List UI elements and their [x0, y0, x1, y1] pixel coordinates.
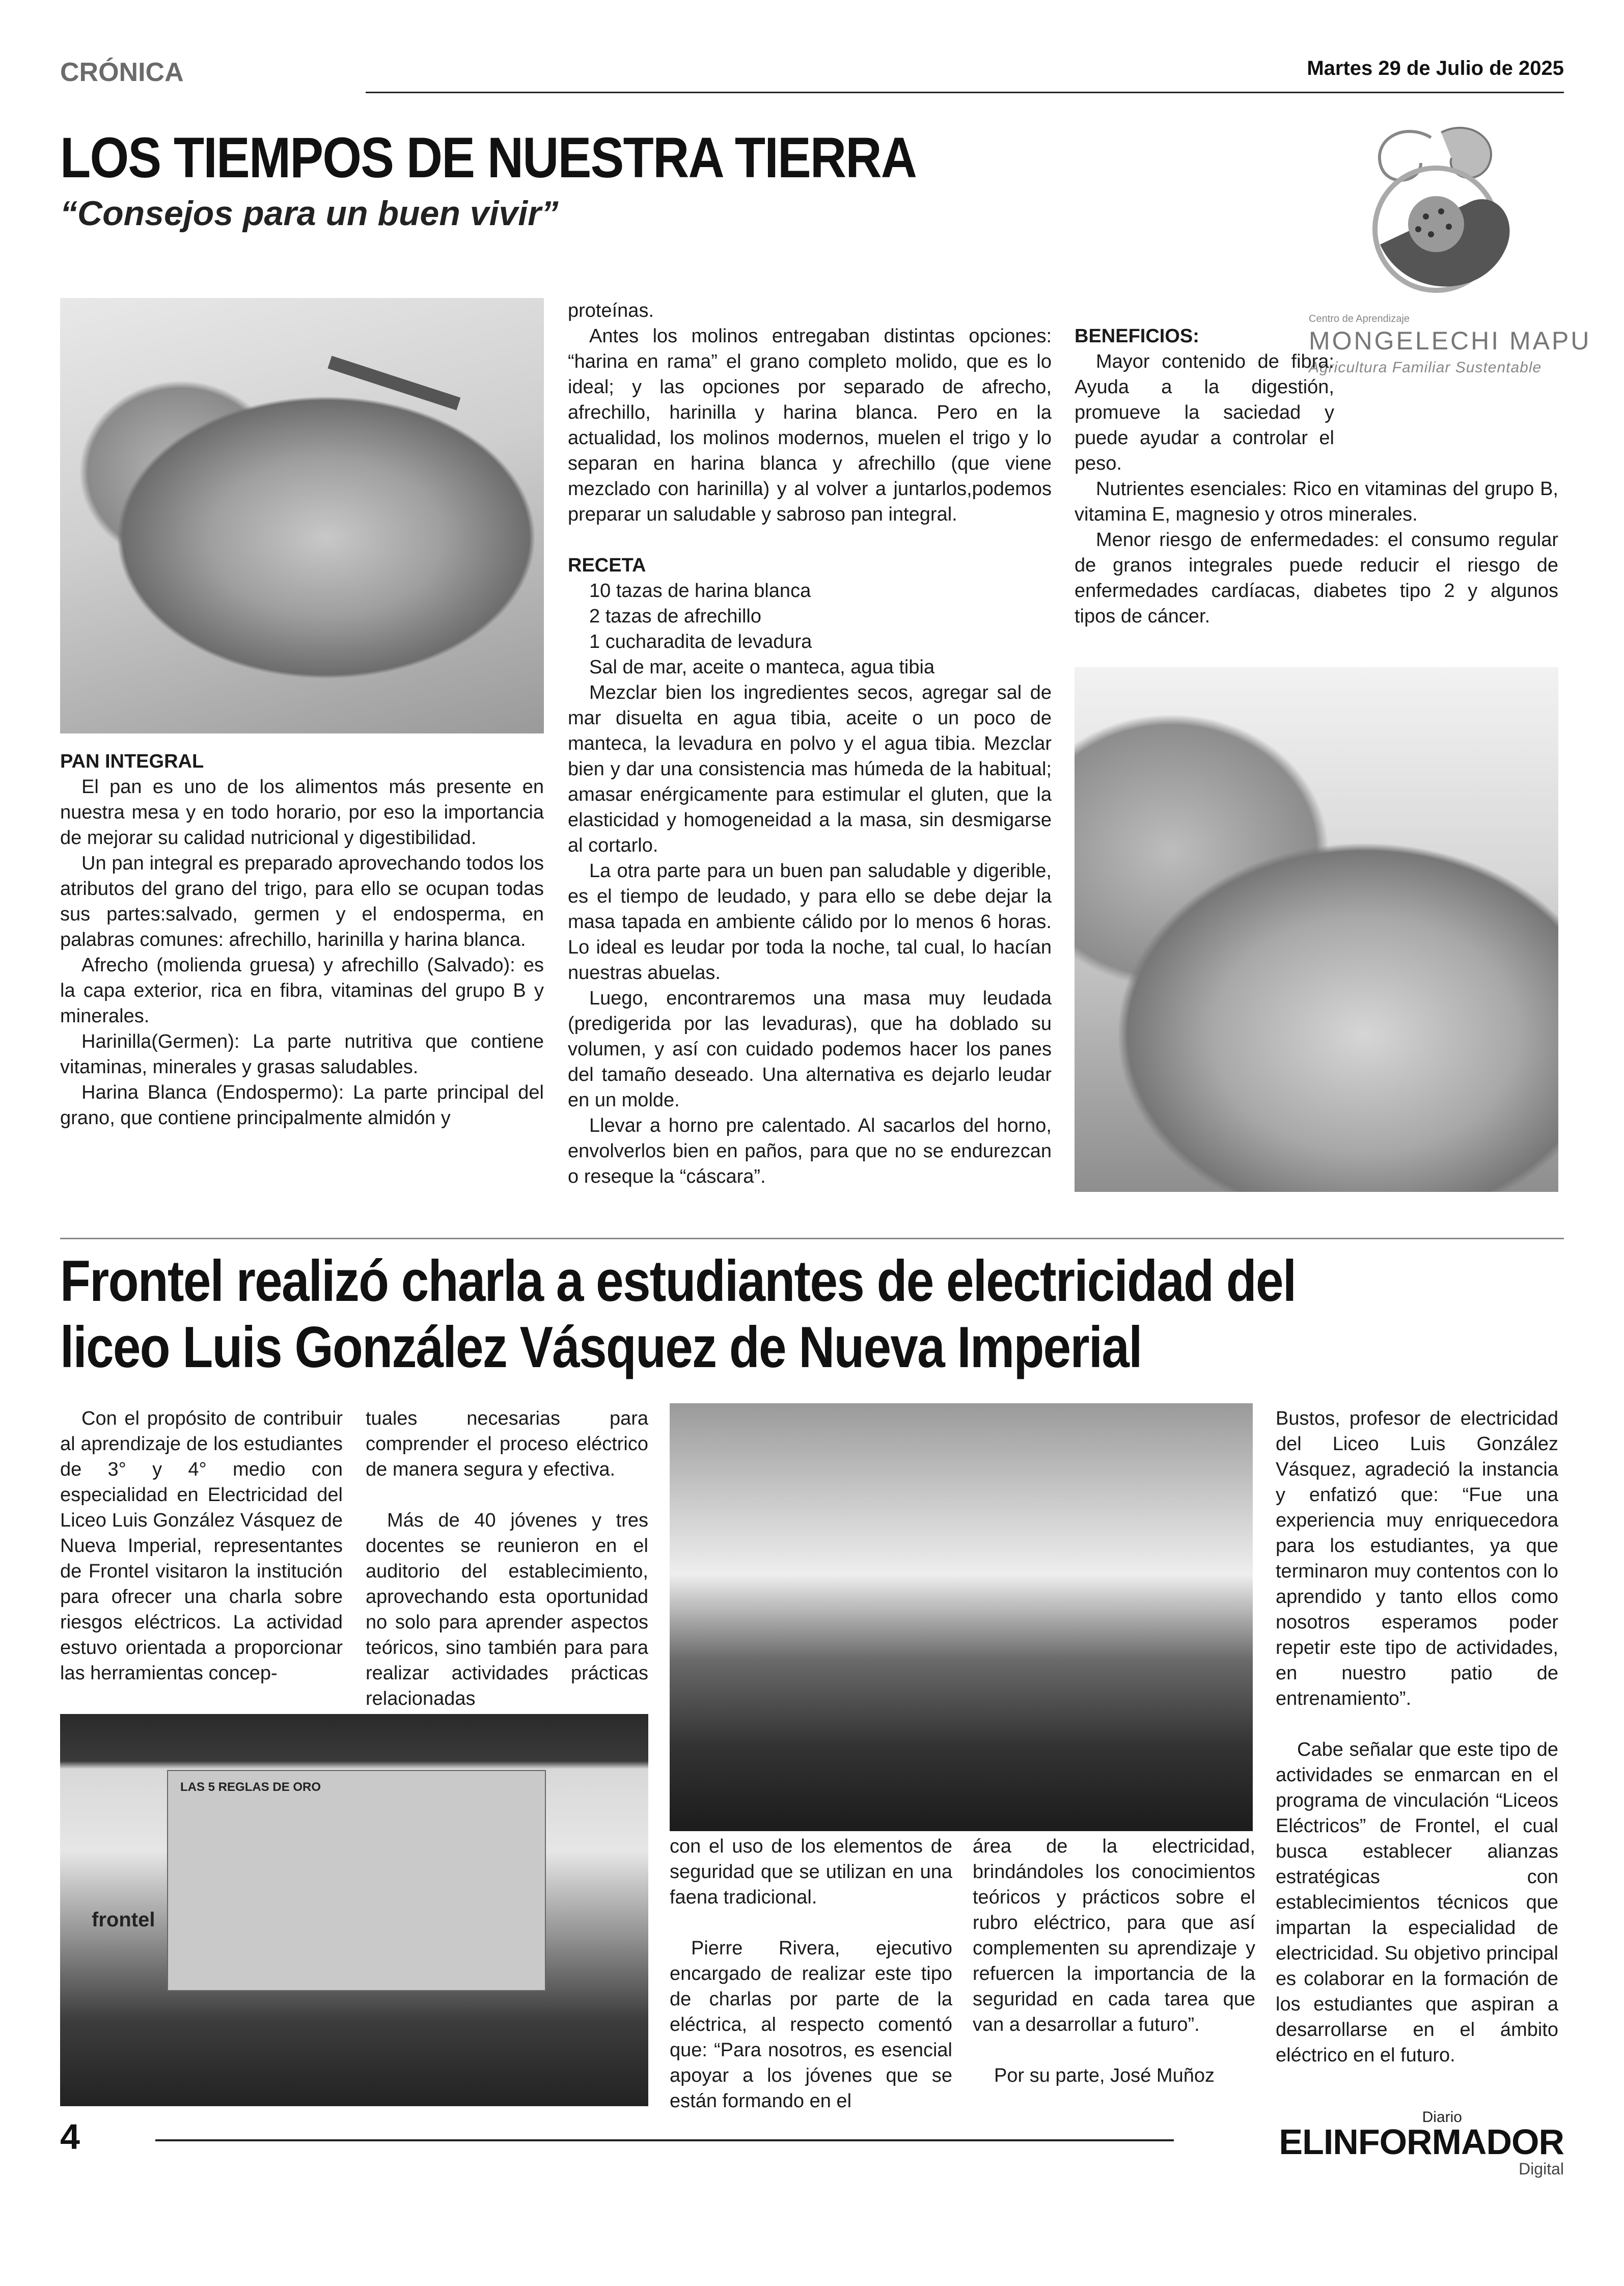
- leaf-spiral-icon: [1304, 117, 1563, 331]
- logo-tagline: Agricultura Familiar Sustentable: [1309, 359, 1542, 376]
- slide-brand: frontel: [92, 1909, 155, 1931]
- paragraph: Harinilla(Germen): La parte nutritiva que contiene vitaminas, minerales y grasas saludables.: [60, 1031, 544, 1078]
- ingredient-item: 2 tazas de afrechillo: [589, 606, 761, 627]
- section-heading-beneficios: BENEFICIOS:: [1075, 325, 1199, 347]
- bread-photo-1: [60, 298, 544, 733]
- article2-col2: [366, 1406, 648, 1711]
- footer-rule: [155, 2139, 1174, 2141]
- footer-logo-top: Diario: [1422, 2109, 1462, 2126]
- paragraph: Más de 40 jóvenes y tres docentes se reunieron en el auditorio del establecimiento, aprovechando esta oportunidad no solo para aprender aspectos teóricos, sino también para para realizar actividades prácticas relacionadas: [366, 1510, 648, 1709]
- ingredient-item: 10 tazas de harina blanca: [589, 580, 811, 602]
- logo-small-text: Centro de Aprendizaje: [1309, 313, 1410, 324]
- paragraph: Con el propósito de contribuir al aprendizaje de los estudiantes de 3° y 4° medio con especialidad en Electricidad del Liceo Luis González Vásquez de Nueva Imperial, representantes de Frontel visitaron la institución para ofrecer una charla sobre riesgos eléctricos. La actividad estuvo orientada a proporcionar las herramientas concep-: [60, 1408, 343, 1684]
- article1-col1: [60, 749, 544, 1131]
- paragraph: Menor riesgo de enfermedades: el consumo regular de granos integrales puede reducir el riesgo de enfermedades cardíacas, diabetes tipo 2 y algunos tipos de cáncer.: [1075, 529, 1558, 627]
- paragraph: Mayor contenido de fibra: Ayuda a la digestión, promueve la saciedad y puede ayudar a controlar el peso.: [1075, 351, 1334, 474]
- ingredient-item: 1 cucharadita de levadura: [589, 631, 812, 652]
- article2-title-line2: liceo Luis González Vásquez de Nueva Imperial: [60, 1315, 1142, 1380]
- article1-col2: [568, 298, 1052, 1189]
- article-subtitle: “Consejos para un buen vivir”: [60, 194, 559, 233]
- header-rule: [366, 92, 1564, 93]
- logo-name: MONGELECHI MAPU: [1309, 326, 1591, 355]
- bread-knife: [327, 356, 460, 410]
- page-number: 4: [60, 2117, 80, 2157]
- article2-col5: [1276, 1406, 1558, 2068]
- footer-logo-sub: Digital: [1519, 2160, 1564, 2178]
- section-label: CRÓNICA: [60, 58, 184, 87]
- recipe-step: Mezclar bien los ingredientes secos, agregar sal de mar disuelta en agua tibia, aceite o un poco de manteca, la levadura en polvo y el agua tibia. Mezclar bien y dar una consistencia mas húmeda de la habitual; amasar enérgicamente para estimular el gluten, que la elasticidad y homogeneidad a la masa, sin desmigarse al cortarlo.: [568, 682, 1052, 856]
- paragraph: con el uso de los elementos de seguridad que se utilizan en una faena tradicional.: [670, 1836, 952, 1908]
- paragraph-lead: proteínas.: [568, 300, 654, 321]
- article2-col4: [973, 1834, 1255, 2088]
- article2-col1: [60, 1406, 343, 1686]
- paragraph: Un pan integral es preparado aprovechando todos los atributos del grano del trigo, para ello se ocupan todas sus partes:salvado, germen y el endosperma, en palabras comunes: afrechillo, harinilla y harina blanca.: [60, 853, 544, 950]
- footer-logo-main: ELINFORMADOR: [1279, 2122, 1564, 2162]
- auditorium-photo: [670, 1403, 1253, 1831]
- projection-slide: [92, 1770, 546, 1991]
- recipe-step: Llevar a horno pre calentado. Al sacarlos del horno, envolverlos bien en paños, para que no se endurezcan o reseque la “cáscara”.: [568, 1115, 1052, 1187]
- ingredient-item: Sal de mar, aceite o manteca, agua tibia: [589, 657, 935, 678]
- paragraph: tuales necesarias para comprender el proceso eléctrico de manera segura y efectiva.: [366, 1408, 648, 1480]
- section-divider: [60, 1238, 1564, 1239]
- article2-col3: [670, 1834, 952, 2114]
- paragraph: Afrecho (molienda gruesa) y afrechillo (Salvado): es la capa exterior, rica en fibra, vitaminas del grupo B y minerales.: [60, 955, 544, 1027]
- paragraph: Bustos, profesor de electricidad del Liceo Luis González Vásquez, agradeció la instancia y enfatizó que: “Fue una experiencia muy enriquecedora para los estudiantes, ya que terminaron muy contentos con lo aprendido y tanto ellos como nosotros esperamos poder repetir este tipo de actividades, en nuestro patio de entrenamiento”.: [1276, 1408, 1558, 1709]
- paragraph: área de la electricidad, brindándoles los conocimientos teóricos y prácticos sobre el rubro eléctrico, para que así complementen su aprendizaje y refuercen la importancia de la seguridad en cada tarea que van a desarrollar a futuro”.: [973, 1836, 1255, 2035]
- paragraph: El pan es uno de los alimentos más presente en nuestra mesa y en todo horario, por eso la importancia de mejorar su calidad nutricional y digestibilidad.: [60, 776, 544, 849]
- classroom-photo-1: [60, 1714, 648, 2106]
- section-heading-receta: RECETA: [568, 555, 646, 576]
- recipe-step: La otra parte para un buen pan saludable y digerible, es el tiempo de leudado, y para ello se debe dejar la masa tapada en ambiente cálido por lo menos 6 horas. Lo ideal es leudar por toda la noche, tal cual, lo hacían nuestras abuelas.: [568, 860, 1052, 984]
- bread-photo-2: [1075, 667, 1558, 1192]
- article-title: LOS TIEMPOS DE NUESTRA TIERRA: [60, 126, 917, 189]
- paragraph: Cabe señalar que este tipo de actividades se enmarcan en el programa de vinculación “Liceos Eléctricos” de Frontel, el cual busca establecer alianzas estratégicas con establecimientos técnicos que impartan la especialidad de electricidad. Su objetivo principal es colaborar en la formación de los estudiantes que aspiran a desarrollarse en el ámbito eléctrico en el futuro.: [1276, 1739, 1558, 2066]
- paragraph: Nutrientes esenciales: Rico en vitaminas del grupo B, vitamina E, magnesio y otros minerales.: [1075, 478, 1558, 525]
- issue-date: Martes 29 de Julio de 2025: [1307, 57, 1564, 79]
- slide-title: LAS 5 REGLAS DE ORO: [180, 1780, 321, 1794]
- paragraph: Harina Blanca (Endospermo): La parte principal del grano, que contiene principalmente almidón y: [60, 1082, 544, 1129]
- paragraph: Por su parte, José Muñoz: [994, 2065, 1215, 2086]
- recipe-step: Luego, encontraremos una masa muy leudada (predigerida por las levaduras), que ha doblado su volumen, y así con cuidado podemos hacer los panes del tamaño deseado. Una alternativa es dejarlo leudar en un molde.: [568, 988, 1052, 1111]
- paragraph: Antes los molinos entregaban distintas opciones: “harina en rama” el grano completo molido, que es lo ideal; y las opciones por separado de afrecho, afrechillo, harinilla y harina blanca. Pero en la actualidad, los molinos modernos, muelen el trigo y lo separan en harina blanca y afrechillo (que viene mezclado con harinilla) y al volver a juntarlos,podemos preparar un saludable y sabroso pan integral.: [568, 325, 1052, 525]
- section-heading-pan-integral: PAN INTEGRAL: [60, 751, 204, 772]
- paragraph: Pierre Rivera, ejecutivo encargado de realizar este tipo de charlas por parte de la eléctrica, al respecto comentó que: “Para nosotros, es esencial apoyar a los jóvenes que se están formando en el: [670, 1938, 952, 2112]
- article2-title-line1: Frontel realizó charla a estudiantes de electricidad del: [60, 1249, 1296, 1314]
- article1-col3: [1075, 323, 1558, 629]
